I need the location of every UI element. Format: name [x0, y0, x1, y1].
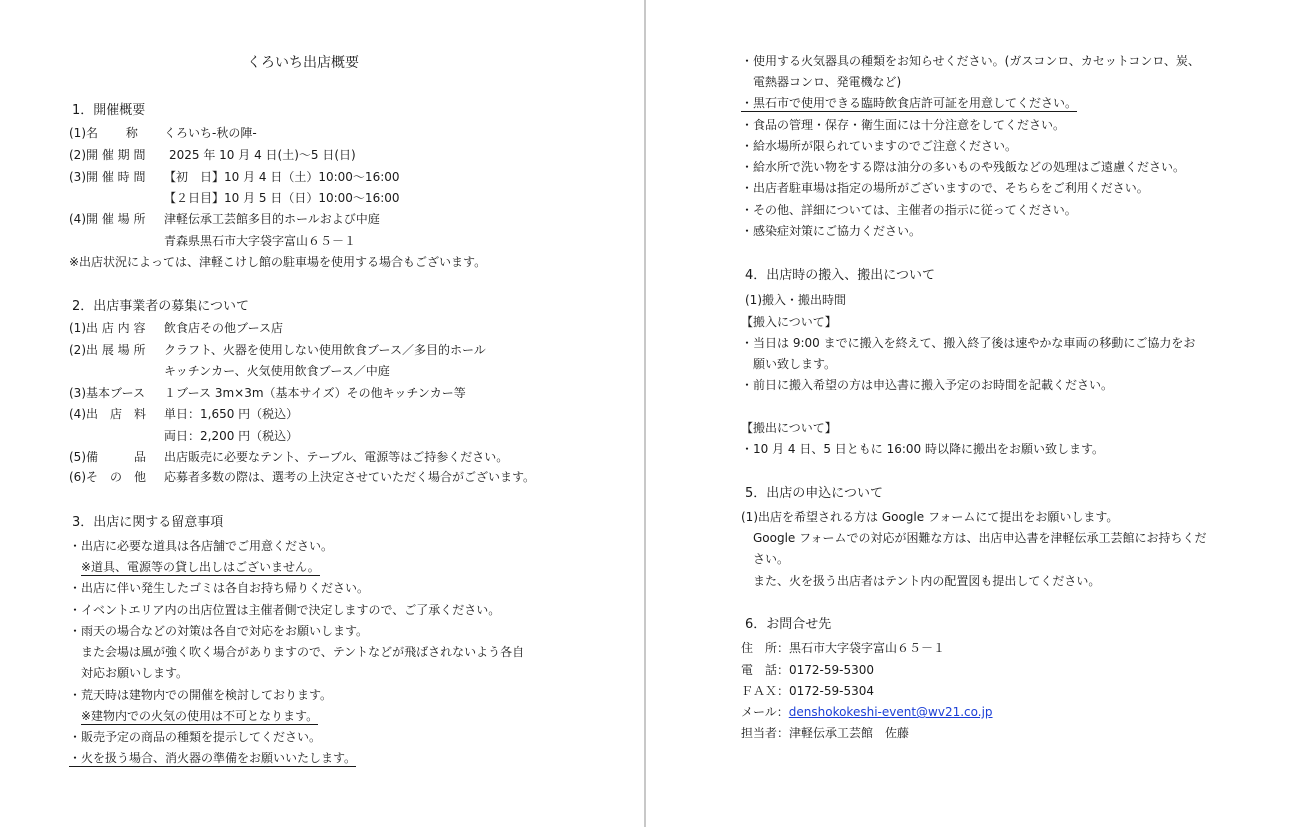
note-line: ・出店に必要な道具は各店舗でご用意ください。	[69, 539, 334, 553]
contact-mail-label: メール：	[741, 705, 789, 719]
note-line-underlined	[81, 708, 318, 724]
note-line: また会場は風が強く吹く場合がありますので、テントなどが飛ばされないよう各自	[81, 645, 525, 659]
note-line: 対応お願いします。	[81, 666, 189, 680]
contact-tel	[741, 662, 874, 678]
apply-line: また、火を扱う出店者はテント内の配置図も提出してください。	[753, 574, 1101, 588]
other-value: 応募者多数の際は、選考の上決定させていただく場合がございます。	[164, 470, 536, 484]
carry-out-line: ・10 月 4 日、5 日ともに 16:00 時以降に搬出をお願い致します。	[741, 442, 1105, 456]
apply-line: (1)出店を希望される方は Google フォームにて提出をお願いします。	[741, 510, 1119, 524]
area-value-1: クラフト、火器を使用しない使用飲食ブース／多目的ホール	[164, 343, 486, 357]
booth-value: １ブース 3m×3m（基本サイズ）その他キッチンカー等	[164, 386, 466, 400]
place-value-2: 青森県黒石市大字袋字富山６５－１	[164, 234, 357, 248]
note-line: 電熱器コンロ、発電機など)	[753, 75, 902, 89]
name-label: (1)名 称	[69, 126, 138, 140]
equip-label: (5)備 品	[69, 450, 146, 464]
period-value: 2025 年 10 月 4 日(土)～5 日(日)	[169, 148, 356, 162]
contact-address-value: 黒石市大字袋字富山６５－１	[789, 641, 946, 655]
fee-value-1: 単日：1,650 円（税込）	[164, 407, 299, 421]
note-line: ・給水所で洗い物をする際は油分の多いものや残飯などの処理はご遠慮ください。	[741, 160, 1186, 174]
place-label: (4)開 催 場 所	[69, 212, 146, 226]
fee-label: (4)出 店 料	[69, 407, 146, 421]
parking-note: ※出店状況によっては、津軽こけし館の駐車場を使用する場合もございます。	[69, 255, 487, 269]
other-label: (6)そ の 他	[69, 470, 146, 484]
section-4-heading: 4．出店時の搬入、搬出について	[745, 268, 936, 283]
note-line: ・荒天時は建物内での開催を検討しております。	[69, 688, 333, 702]
apply-line: Google フォームでの対応が困難な方は、出店申込書を津軽伝承工芸館にお持ちくだ	[753, 531, 1207, 545]
note-line-underlined	[741, 95, 1077, 111]
carry-in-line: ・前日に搬入希望の方は申込書に搬入予定のお時間を記載ください。	[741, 378, 1114, 392]
note-line: ・感染症対策にご協力ください。	[741, 224, 922, 238]
contact-person-label: 担当者：	[741, 726, 790, 740]
note-line-underlined	[69, 750, 356, 766]
note-line: ・雨天の場合などの対策は各自で対応をお願いします。	[69, 624, 369, 638]
note-text: ・黒石市で使用できる臨時飲食店許可証を用意してください。	[741, 96, 1078, 110]
carry-out-label: 【搬出について】	[741, 421, 837, 435]
note-text: ※道具、電源等の貸し出しはございません。	[81, 560, 320, 574]
period-label: (2)開 催 期 間	[69, 148, 146, 162]
note-line: ・イベントエリア内の出店位置は主催者側で決定しますので、ご了承ください。	[69, 603, 501, 617]
section-6-heading: 6．お問合せ先	[745, 617, 832, 632]
contact-tel-label: 電 話：	[741, 663, 790, 677]
section-4-sub: (1)搬入・搬出時間	[745, 293, 846, 307]
carry-in-line: ・当日は 9:00 までに搬入を終えて、搬入終了後は速やかな車両の移動にご協力をお	[741, 336, 1196, 350]
note-line: ・食品の管理・保存・衛生面には十分注意をしてください。	[741, 118, 1066, 132]
contact-tel-value: 0172-59-5300	[789, 663, 875, 677]
contact-fax	[741, 683, 874, 699]
contact-person	[741, 725, 909, 741]
carry-in-label: 【搬入について】	[741, 315, 837, 329]
note-line: ・その他、詳細については、主催者の指示に従ってください。	[741, 203, 1077, 217]
note-line: ・使用する火気器具の種類をお知らせください。(ガスコンロ、カセットコンロ、炭、	[741, 54, 1200, 68]
booth-label: (3)基本ブース	[69, 386, 146, 400]
content-label: (1)出 店 内 容	[69, 321, 146, 335]
note-line-underlined	[81, 559, 320, 575]
note-line: ・給水場所が限られていますのでご注意ください。	[741, 139, 1018, 153]
carry-in-line: 願い致します。	[753, 357, 837, 371]
area-label: (2)出 展 場 所	[69, 343, 146, 357]
section-1-heading: 1．開催概要	[72, 103, 146, 118]
time-day1: 【初 日】10 月 4 日（土）10:00～16:00	[164, 170, 400, 184]
equip-value: 出店販売に必要なテント、テーブル、電源等はご持参ください。	[164, 450, 509, 464]
contact-email-link[interactable]: denshokokeshi-event@wv21.co.jp	[788, 705, 993, 719]
contact-address-label: 住 所：	[741, 641, 790, 655]
contact-fax-label: ＦＡＸ：	[741, 684, 790, 698]
section-5-heading: 5．出店の申込について	[745, 486, 884, 501]
apply-line: さい。	[753, 552, 790, 566]
time-label: (3)開 催 時 間	[69, 170, 146, 184]
note-text: ※建物内での火気の使用は不可となります。	[81, 709, 319, 723]
page-left	[0, 0, 644, 827]
place-value-1: 津軽伝承工芸館多目的ホールおよび中庭	[164, 212, 380, 226]
note-line: ・出店に伴い発生したゴミは各自お持ち帰りください。	[69, 581, 370, 595]
area-value-2: キッチンカー、火気使用飲食ブース／中庭	[164, 364, 390, 378]
section-2-heading: 2．出店事業者の募集について	[72, 299, 250, 314]
document-title: くろいち出店概要	[247, 55, 359, 71]
contact-person-value: 津軽伝承工芸館 佐藤	[789, 726, 910, 740]
fee-value-2: 両日：2,200 円（税込）	[164, 429, 299, 443]
content-value: 飲食店その他ブース店	[164, 321, 284, 335]
contact-fax-value: 0172-59-5304	[789, 684, 875, 698]
contact-address	[741, 640, 945, 656]
note-text: ・火を扱う場合、消火器の準備をお願いいたします。	[69, 751, 357, 765]
time-day2: 【２日目】10 月 5 日（日）10:00～16:00	[164, 191, 400, 205]
page-right	[646, 0, 1297, 827]
section-3-heading: 3．出店に関する留意事項	[72, 515, 224, 530]
name-value: くろいち-秋の陣-	[164, 126, 257, 140]
note-line: ・販売予定の商品の種類を提示してください。	[69, 730, 322, 744]
contact-mail	[741, 704, 993, 720]
note-line: ・出店者駐車場は指定の場所がございますので、そちらをご利用ください。	[741, 181, 1149, 195]
